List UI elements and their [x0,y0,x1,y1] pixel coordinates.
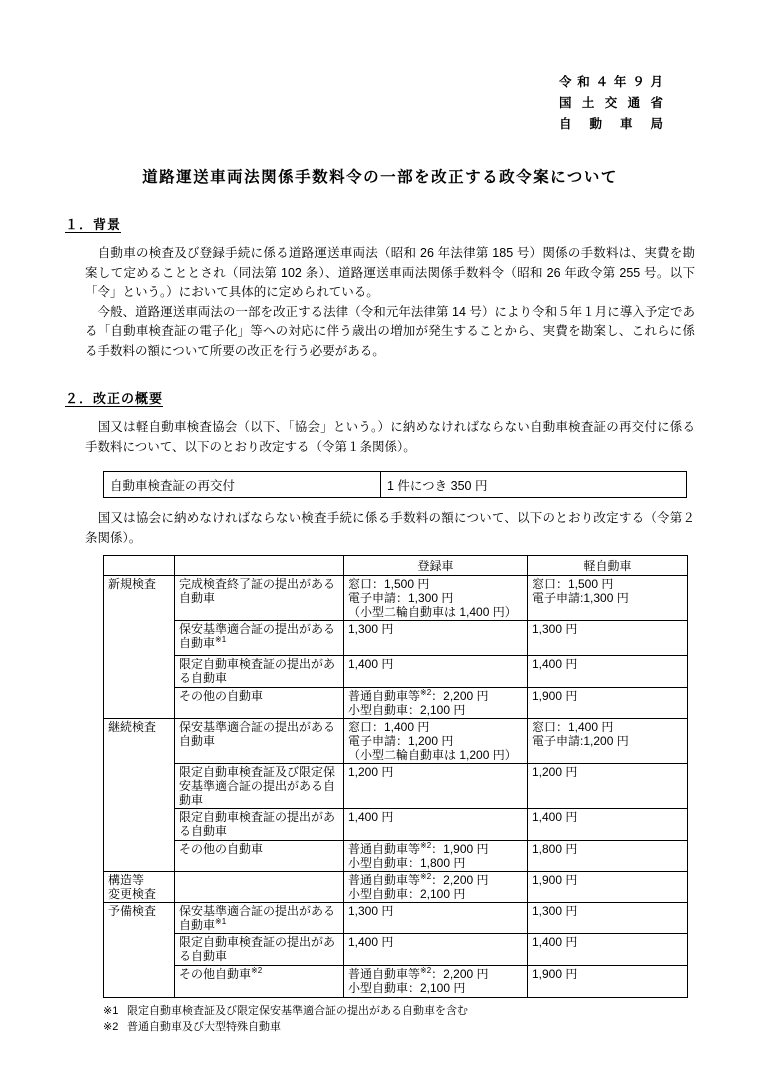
footnote-ref: ※2 [420,688,432,697]
fee-line: 窓口：1,500 円 [532,577,614,591]
table-row [104,576,688,621]
section2-body-1 [85,418,695,457]
vehicle-desc-cell: その他自動車$^{※2}$ [175,966,344,998]
table-row [104,934,688,966]
vehicle-desc-cell: その他の自動車 [175,688,344,719]
fee-line: 電子申請：1,200 円 [348,734,454,748]
inspection-fee-table [103,555,688,998]
vehicle-desc-cell: 限定自動車検査証の提出がある自動車 [175,656,344,688]
registered-fee-cell [344,841,528,872]
footnote-1 [103,1003,695,1019]
section2-heading: ２．改正の概要 [65,391,164,406]
empty-header-cell [175,556,344,576]
footnote-marker: ※1 [103,1005,119,1017]
column-header-kei: 軽自動車 [528,556,688,576]
table-row [104,688,688,719]
table-row [104,764,688,809]
reissue-fee-cell: 1 件につき 350 円 [381,472,687,498]
registered-fee-cell [344,576,528,621]
category-keizoku-cell: 継続検査 [104,719,175,872]
footnote-ref: ※2 [420,872,432,881]
fee-line: 窓口：1,500 円 [348,577,430,591]
table-row [104,719,688,764]
fee-line: 普通自動車等$^{※2}$：2,200 円 [348,872,489,887]
vehicle-desc-cell: 保安基準適合証の提出がある自動車$^{※1}$ [175,903,344,934]
vehicle-desc-cell: その他の自動車 [175,841,344,872]
registered-fee-cell [344,872,528,903]
vehicle-desc-cell: 保安基準適合証の提出がある自動車$^{※1}$ [175,621,344,656]
table-row [104,472,687,498]
vehicle-desc-cell: 限定自動車検査証の提出がある自動車 [175,809,344,841]
registered-fee-cell [344,719,528,764]
footnote-2 [103,1019,695,1035]
vehicle-desc-cell: 完成検査終了証の提出がある自動車 [175,576,344,621]
fee-line: 窓口：1,400 円 [532,720,614,734]
kei-fee-cell: 1,400 円 [528,656,688,688]
footnote-ref: ※2 [251,966,263,975]
document-header-block [559,72,663,135]
registered-fee-cell: 1,300 円 [344,621,528,656]
fee-line: 窓口：1,400 円 [348,720,430,734]
table-row [104,903,688,934]
footnote-ref: ※1 [215,917,227,926]
fee-line: 電子申請:1,200 円 [532,734,629,748]
vehicle-desc-cell: 限定自動車検査証の提出がある自動車 [175,934,344,966]
section1-heading: １．背景 [65,217,122,232]
section1-paragraph-1: 自動車の検査及び登録手続に係る道路運送車両法（昭和 26 年法律第 185 号）関係の手数料は、実費を勘案して定めることとされ（同法第 102 条）、道路運送車両法関係手数料令（昭和 26 年政令第 255 号。以下「令」という。）において具体的に定められている。 [85,246,695,299]
table-header-row [104,556,688,576]
table-row [104,966,688,998]
kei-fee-cell: 1,900 円 [528,872,688,903]
kei-fee-cell: 1,200 円 [528,764,688,809]
kei-fee-cell: 1,800 円 [528,841,688,872]
kei-fee-cell: 1,900 円 [528,966,688,998]
header-bureau: 自動車局 [559,117,663,131]
fee-line: 普通自動車等$^{※2}$：2,200 円 [348,966,489,981]
section2-paragraph-1: 国又は軽自動車検査協会（以下、「協会」という。）に納めなければならない自動車検査証の再交付に係る手数料について、以下のとおり改定する（令第１条関係）。 [85,420,695,454]
header-ministry: 国土交通省 [559,96,663,110]
kei-fee-cell: 1,300 円 [528,903,688,934]
registered-fee-cell: 1,200 円 [344,764,528,809]
reissue-fee-table [103,471,687,498]
kei-fee-cell: 1,900 円 [528,688,688,719]
fee-line: （小型二輪自動車は 1,400 円） [348,605,517,619]
empty-header-cell [104,556,175,576]
footnote-text: 限定自動車検査証及び限定保安基準適合証の提出がある自動車を含む [127,1005,468,1017]
registered-fee-cell: 1,400 円 [344,809,528,841]
registered-fee-cell [344,966,528,998]
footnote-ref: ※2 [420,841,432,850]
section2-paragraph-2: 国又は協会に納めなければならない検査手続に係る手数料の額について、以下のとおり改定する（令第２条関係）。 [85,511,695,545]
kei-fee-cell [528,719,688,764]
vehicle-desc-cell [175,872,344,903]
fee-line: 普通自動車等$^{※2}$：1,900 円 [348,841,489,856]
vehicle-desc-cell: 保安基準適合証の提出がある自動車 [175,719,344,764]
column-header-registered: 登録車 [344,556,528,576]
kei-fee-cell [528,576,688,621]
table-row [104,809,688,841]
fee-line: 小型自動車：2,100 円 [348,703,466,717]
category-shinki-cell: 新規検査 [104,576,175,719]
footnote-ref: ※1 [215,635,227,644]
kei-fee-cell: 1,300 円 [528,621,688,656]
section2-body-2 [85,509,695,548]
fee-line: 小型自動車：2,100 円 [348,887,466,901]
fee-line: 普通自動車等$^{※2}$：2,200 円 [348,688,489,703]
registered-fee-cell: 1,300 円 [344,903,528,934]
fee-line: 電子申請:1,300 円 [532,591,629,605]
footnote-ref: ※2 [420,966,432,975]
registered-fee-cell: 1,400 円 [344,656,528,688]
category-yobi-cell: 予備検査 [104,903,175,998]
table-row [104,872,688,903]
table-row [104,841,688,872]
page-title: 道路運送車両法関係手数料令の一部を改正する政令案について [142,169,618,186]
vehicle-desc-cell: 限定自動車検査証及び限定保安基準適合証の提出がある自動車 [175,764,344,809]
table-row [104,621,688,656]
category-kozo-cell: 構造等 変更検査 [104,872,175,903]
fee-line: 電子申請：1,300 円 [348,591,454,605]
kei-fee-cell: 1,400 円 [528,809,688,841]
table-row [104,656,688,688]
fee-line: 小型自動車：1,800 円 [348,856,466,870]
footnotes-block [103,1003,695,1035]
section1-paragraph-2: 今般、道路運送車両法の一部を改正する法律（令和元年法律第 14 号）により令和５年１月に導入予定である「自動車検査証の電子化」等への対応に伴う歳出の増加が発生することから、実費を勘案し、これらに係る手数料の額について所要の改正を行う必要がある。 [85,304,695,358]
fee-line: 小型自動車：2,100 円 [348,981,466,995]
fee-line: （小型二輪自動車は 1,200 円） [348,748,517,762]
registered-fee-cell: 1,400 円 [344,934,528,966]
footnote-text: 普通自動車及び大型特殊自動車 [127,1021,281,1033]
kei-fee-cell: 1,400 円 [528,934,688,966]
header-date: 令和４年９月 [559,75,663,89]
footnote-marker: ※2 [103,1021,119,1033]
reissue-item-cell: 自動車検査証の再交付 [104,472,381,498]
registered-fee-cell [344,688,528,719]
section1-body [85,244,695,361]
